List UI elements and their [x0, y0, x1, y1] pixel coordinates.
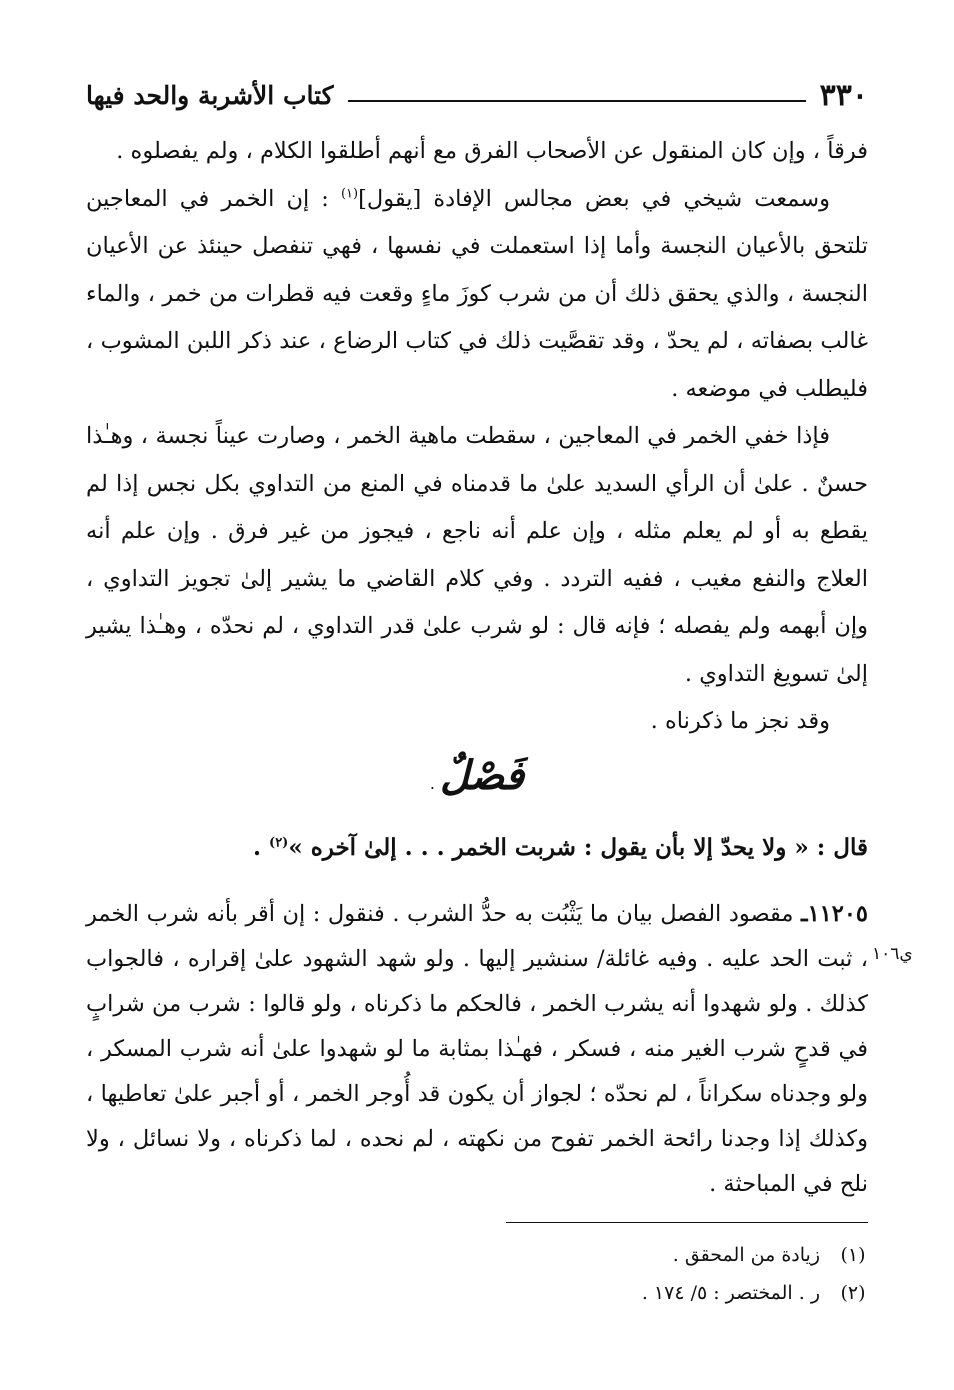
footnote-mark: (٢)	[840, 1282, 866, 1304]
section-heading-tail: .	[253, 834, 270, 861]
page-header	[86, 70, 868, 120]
paragraph: فرقاً ، وإن كان المنقول عن الأصحاب الفرق مع أنهم أطلقوا الكلام ، ولم يفصلوه .	[116, 138, 868, 164]
footnote-mark: (١)	[840, 1244, 866, 1266]
text-span: وسمعت شيخي في بعض مجالس الإفادة [يقول]	[358, 185, 830, 212]
section-heading-text: قال : « ولا يحدّ إلا بأن يقول : شربت الخمر . . . إلىٰ آخره »	[288, 834, 868, 861]
running-title: كتاب الأشربة والحد فيها	[86, 80, 334, 110]
margin-note: ي١٠٦	[872, 944, 913, 964]
footnote-ref: (٢)	[269, 835, 289, 851]
footnote-ref: (١)	[340, 186, 359, 201]
footnote	[86, 1274, 868, 1312]
section-ornament	[0, 752, 954, 824]
footnote	[86, 1236, 868, 1274]
paragraph-number: ١١٢٠٥ـ	[800, 901, 868, 927]
footnotes	[86, 1236, 868, 1312]
paragraph	[86, 892, 868, 1207]
footnote-text: ر . المختصر : ٥/ ١٧٤ .	[641, 1282, 820, 1304]
ornament-title: فَصْلٌ	[440, 752, 525, 799]
paragraph	[86, 176, 868, 414]
main-text	[86, 128, 868, 746]
paragraph-text: مقصود الفصل بيان ما يَثْبُت به حدُّ الشرب . فنقول : إن أقر بأنه شرب الخمر ، ثبت الحد عليه . وفيه غائلة/ سنشير إليها . ولو شهد الشهود علىٰ إقراره ، فالجواب كذلك . ولو شهدوا أنه يشرب الخمر ، فالحكم ما ذكرناه ، ولو قالوا : شرب من شرابٍ في قدحٍ شرب الغير منه ، فسكر ، فهـٰذا بمثابة ما لو شهدوا علىٰ أنه شرب المسكر ، ولو وجدناه سكراناً ، لم نحدّه ؛ لجواز أن يكون قد أُوجر الخمر ، أو أجبر علىٰ تعاطيها ، وكذلك إذا وجدنا رائحة الخمر تفوح من نكهته ، لم نحده ، لما ذكرناه ، ولا نسائل ، ولا نلح في المباحثة .	[86, 901, 868, 1197]
footnote-text: زيادة من المحقق .	[672, 1244, 820, 1266]
ornament-mark: .	[429, 774, 435, 793]
main-text-2	[86, 892, 868, 1207]
section-heading	[86, 826, 868, 870]
page-number: ٣٣٠	[819, 77, 868, 113]
header-rule	[348, 100, 806, 102]
paragraph: فإذا خفي الخمر في المعاجين ، سقطت ماهية الخمر ، وصارت عيناً نجسة ، وهـٰذا حسنٌ . علىٰ أن الرأي السديد علىٰ ما قدمناه في المنع من التداوي بكل نجس إذا لم يقطع به أو لم يعلم مثله ، وإن علم أنه ناجع ، فيجوز من غير فرق . وإن علم أنه العلاج والنفع مغيب ، ففيه التردد . وفي كلام القاضي ما يشير إلىٰ تجويز التداوي ، وإن أبهمه ولم يفصله ؛ فإنه قال : لو شرب علىٰ قدر التداوي ، لم نحدّه ، وهـٰذا يشير إلىٰ تسويغ التداوي .	[86, 423, 868, 687]
text-span: : إن الخمر في المعاجين تلتحق بالأعيان النجسة وأما إذا استعملت في نفسها ، فهي تنفصل حينئذ عن الأعيان النجسة ، والذي يحقق ذلك أن من شرب كوزَ ماءٍ وقعت فيه قطرات من خمر ، والماء غالب بصفاته ، لم يحدّ ، وقد تقصَّيت ذلك في كتاب الرضاع ، عند ذكر اللبن المشوب ، فليطلب في موضعه .	[86, 185, 868, 402]
paragraph: وقد نجز ما ذكرناه .	[650, 708, 830, 734]
footnote-rule	[506, 1222, 868, 1223]
